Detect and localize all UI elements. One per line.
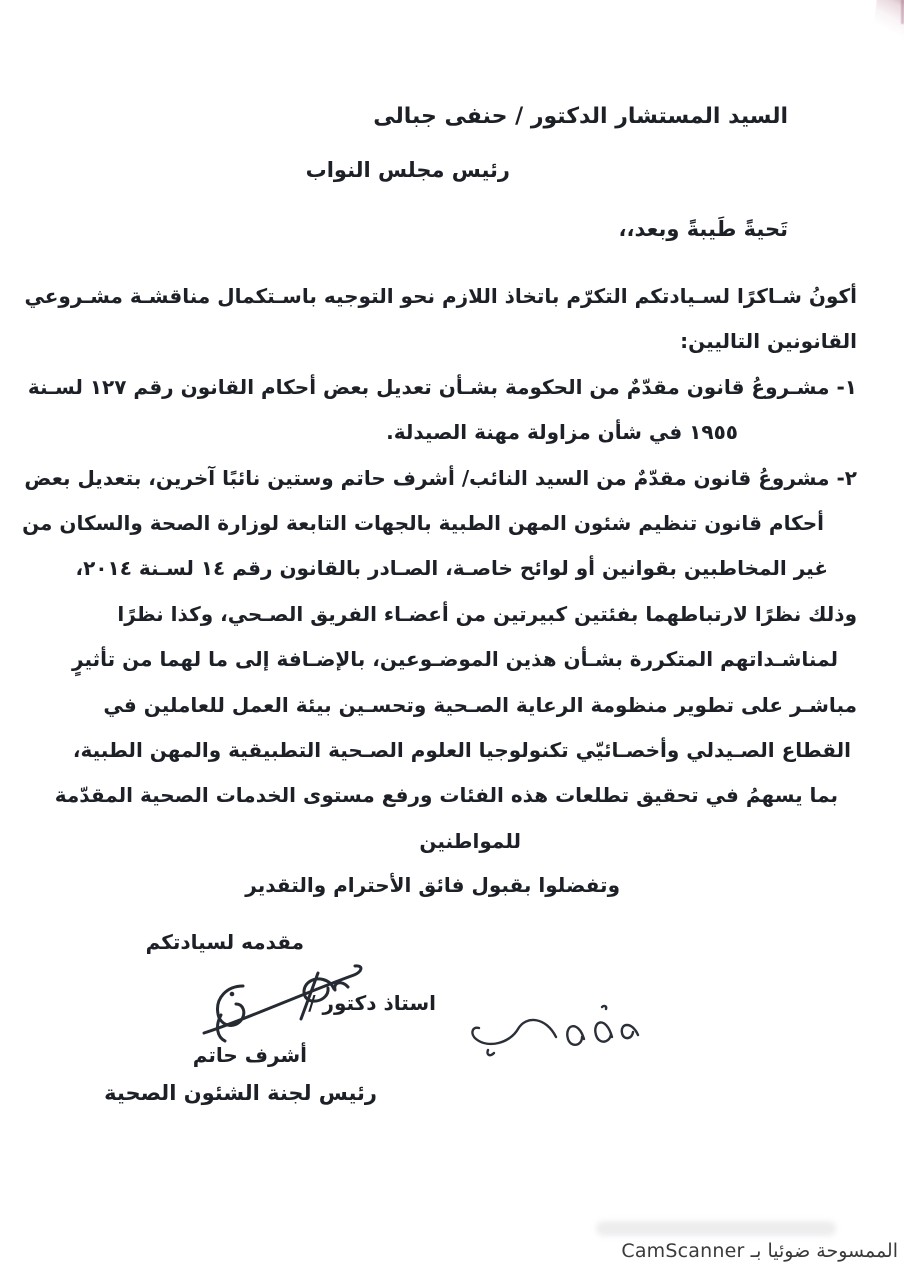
body-line: لمناشـداتهم المتكررة بشـأن هذين الموضـوعين، بالإضـافة إلى ما لهما من تأثيرٍ	[72, 647, 838, 672]
camscanner-watermark: الممسوحة ضوئيا بـ CamScanner	[621, 1240, 898, 1262]
body-line: ١٩٥٥ في شأن مزاولة مهنة الصيدلة.	[386, 420, 738, 445]
addressee-name: السيد المستشار الدكتور / حنفى جبالى	[373, 104, 788, 129]
scan-smudge-artifact	[596, 1221, 836, 1236]
body-line: للمواطنين	[419, 828, 521, 853]
scan-corner-artifact	[872, 0, 904, 41]
letter-body	[22, 274, 857, 864]
body-line: بما يسهمُ في تحقيق تطلعات هذه الفئات ورفع مستوى الخدمات الصحية المقدّمة	[54, 783, 838, 808]
signature-label: استاذ دكتور /	[308, 991, 436, 1015]
body-line: أحكام قانون تنظيم شئون المهن الطبية بالجهات التابعة لوزارة الصحة والسكان من	[22, 511, 824, 536]
body-line: أكونُ شـاكرًا لسـيادتكم التكرّم باتخاذ اللازم نحو التوجيه باسـتكمال مناقشـة مشـروعي	[24, 284, 857, 308]
handwritten-annotation-icon	[458, 995, 650, 1061]
body-line: وذلك نظرًا لارتباطهما بفئتين كبيرتين من أعضـاء الفريق الصـحي، وكذا نظرًا	[117, 601, 857, 626]
presented-by-line: مقدمه لسيادتكم	[145, 930, 304, 954]
body-line: غير المخاطبين بقوانين أو لوائح خاصـة، الصـادر بالقانون رقم ١٤ لسـنة ٢٠١٤،	[75, 556, 828, 581]
body-line-item-1: ١- مشـروعُ قانون مقدّمٌ من الحكومة بشـأن تعديل بعض أحكام القانون رقم ١٢٧ لسـنة	[27, 374, 857, 399]
body-line: القطاع الصـيدلي وأخصـائيّي تكنولوجيا العلوم الصـحية التطبيقية والمهن الطبية،	[72, 738, 851, 763]
greeting-line: تَحيةً طَيبةً وبعد،،	[618, 217, 788, 241]
body-line: القانونين التاليين:	[680, 329, 857, 354]
body-line-item-2: ٢- مشروعُ قانون مقدّمٌ من السيد النائب/ أشرف حاتم وستين نائبًا آخرين، بتعديل بعض	[24, 465, 857, 490]
closing-line: وتفضلوا بقبول فائق الأحترام والتقدير	[245, 873, 620, 897]
handwritten-signature-icon	[190, 957, 382, 1049]
body-line: مباشـر على تطوير منظومة الرعاية الصـحية وتحسـين بيئة العمل للعاملين في	[103, 692, 857, 717]
addressee-title: رئيس مجلس النواب	[305, 158, 510, 182]
signatory-title: رئيس لجنة الشئون الصحية	[104, 1081, 377, 1105]
signatory-name: أشرف حاتم	[192, 1043, 307, 1067]
